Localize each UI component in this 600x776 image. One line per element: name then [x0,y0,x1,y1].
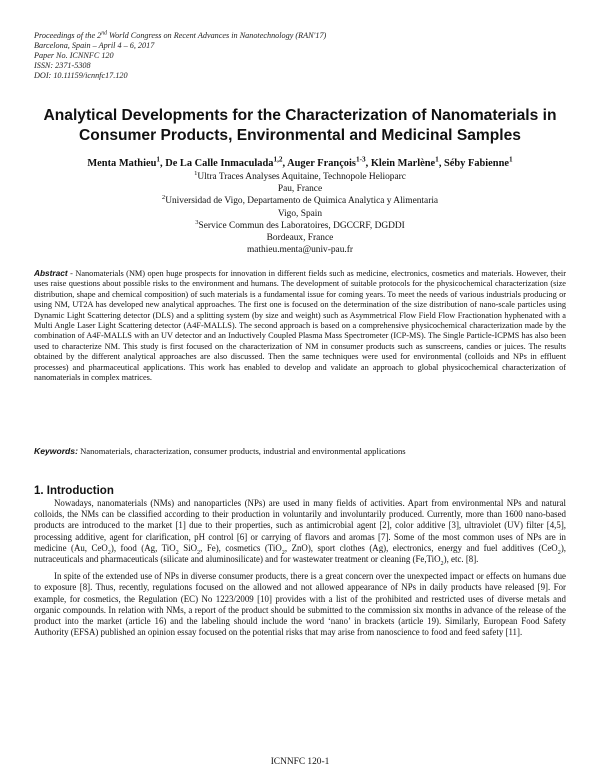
affiliations [60,171,540,256]
doi: DOI: 10.11159/icnnfc17.120 [34,71,128,80]
affiliation-2: $^2$Universidad de Vigo, Departamento de Quimica Analytica y Alimentaria [161,194,439,207]
affiliation-3: $^3$Service Commun des Laboratoires, DGCCRF, DGDDI [195,218,405,231]
paper-title: Analytical Developments for the Characterization of Nanomaterials in Consumer Products, Environmental and Medicinal Samples [43,107,557,144]
section-heading: 1. Introduction [34,485,114,497]
author-list: Menta Mathieu$^1$, De La Calle Inmaculada$^{1,2}$, Auger François$^{1-3}$, Klein Marlène$^1$, Séby Fabienne$^1$ [87,155,513,169]
affiliation-1-city: Pau, France [277,184,323,195]
keywords-text: Nanomaterials, characterization, consumer products, industrial and environmental applications [77,446,406,456]
abstract-label: Abstract [34,268,68,278]
affiliation-1: $^1$Ultra Traces Analyses Aquitaine, Technopole Helioparc [194,169,406,182]
issn: ISSN: 2371-5308 [34,61,91,70]
keywords [34,446,566,457]
contact-email[interactable]: mathieu.menta@univ-pau.fr [247,245,353,256]
affiliation-2-city: Vigo, Spain [277,208,323,219]
conference-location: Barcelona, Spain – April 4 – 6, 2017 [34,41,155,50]
affiliation-3-city: Bordeaux, France [266,233,334,244]
introduction-body [34,498,566,644]
abstract [34,268,566,383]
paper-number: Paper No. ICNNFC 120 [34,51,114,60]
keywords-label: Keywords: [34,446,78,456]
proceedings-line: Proceedings of the 2nd World Congress on Recent Advances in Nanotechnology (RAN'17) [34,30,327,40]
paragraph: In spite of the extended use of NPs in diverse consumer products, there is a great concern over the unexpected impact or effects on humans due to exposure [8]. Thus, recently, regulations focused on the allowed and not allowed appearance of NPs in daily products have released [9]. For example, for cosmetics, the Regulation (EC) No 1223/2009 [10] provides with a list of the prohibited and restricted uses of diverse metals and organic compounds. In relation with NMs, a report of the product should be submitted to the commission six months in advance of the release of the product into the market (article 16) and the labeling should include the word ‘nano’ in brackets (article 19). Similarly, European Food Safety Authority (EFSA) published an opinion essay focused on the potential risks that may arise from nanoscience to food and feed safety [11]. [34,571,566,638]
page-footer: ICNNFC 120-1 [270,757,330,767]
abstract-text: - Nanomaterials (NM) open huge prospects for innovation in different fields such as medicine, electronics, cosmetics and materials. However, their uses raise questions about possible risks to the environment and humans. The development of suitable protocols for the physicochemical characterization (size distribution, shape and chemical composition) of such materials is a fundamental issue for coming years. To meet the needs of various industrials producing or using NM, UT2A has developed new analytical approaches. The first one is focused on the determination of the size distribution of nano-scale particles using Dynamic Light Scattering detector (DLS) and a splitting system (by size and weight) such as Asymmetrical Flow Field Flow Fractionation hyphenated with a Multi Angle Laser Light Scattering detector (A4F-MALLS). The second approach is based on a comprehensive physicochemical characterization made by the combination of A4F-MALLS with an UV detector and an Inductively Coupled Plasma Mass Spectrometer (ICP-MS). The Single Particle-ICPMS has also been used to characterize NM. This study is first focused on the characterization of NM in consumer products such as sunscreens, candies or juices. The results obtained by the different analytical approaches are also discussed. Then the same techniques were used for environmental (colloids and NPs in effluent processes) and pharmaceutical applications. This work has enabled to develop and validate an approach to global physicochemical characterization of nanomaterials in complex matrices. [34,269,566,383]
paragraph: Nowadays, nanomaterials (NMs) and nanoparticles (NPs) are used in many fields of activities. Apart from environmental NPs and natural colloids, the NMs can be classified according to their production in voluntarily and involuntarily produced. Currently, more than 1600 nano-based products are introduced to the market [1] due to their properties, such as antimicrobial agent [2], color additive [3], ultraviolet (UV) filter [4,5], processing additive, agent for clarification, pH control [6] or carrying of flavors and aromas [7]. Some of the most common uses of NPs are in medicine (Au, CeO$_2$), food (Ag, TiO$_2$ SiO$_2$, Fe), cosmetics (TiO$_2$, ZnO), sport clothes (Ag), electronics, energy and fuel additives (CeO$_2$), nutraceuticals and pharmaceuticals (silicate and aluminosilicate) and for wastewater treatment or cleaning (Fe,TiO$_2$), etc. [8]. [34,498,566,567]
proceedings-header [34,31,454,81]
